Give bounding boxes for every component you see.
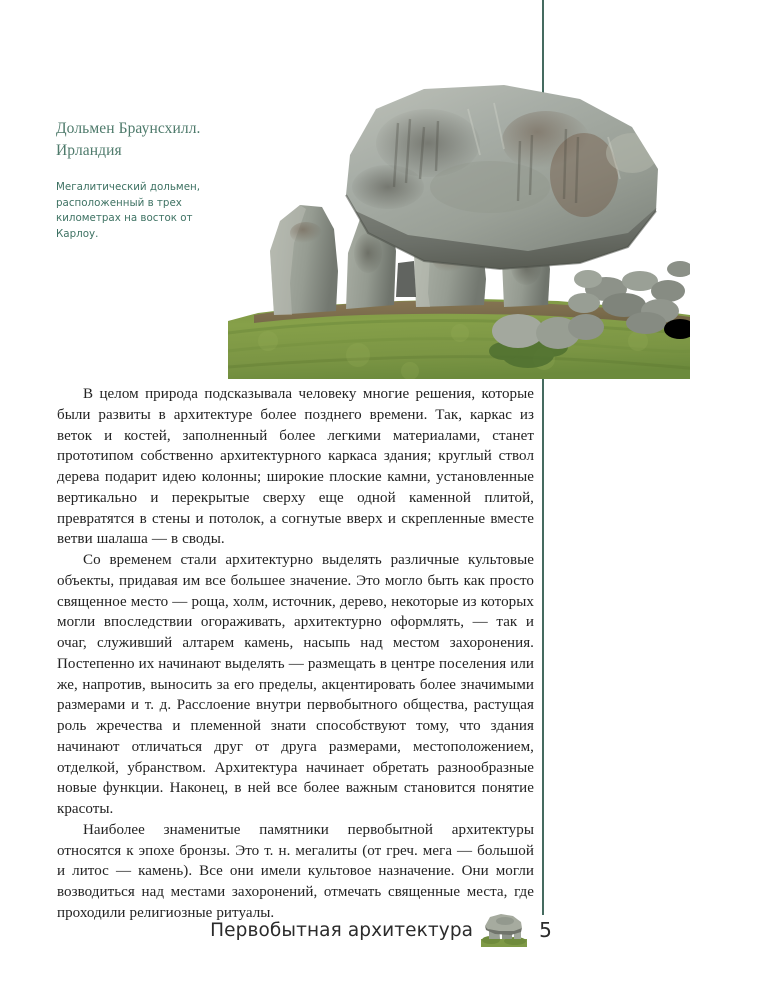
page-number: 5 [539,918,552,942]
article-paragraph: В целом природа подсказывала человеку многие решения, которые были развиты в архитектуре более позднего времени. Так, каркас из веток и костей, заполненный более легкими материалами, станет прототипом собственно архитектурного каркаса здания; круглый ствол дерева подарит идею колонны; широкие плоские камни, установленные вертикально и перекрытые сверху еще одной каменной плитой, превратятся в стены и потолок, а согнутые вверх и скрепленные вместе ветви шалаша — в своды. [57,386,534,548]
footer-section-title: Первобытная архитектура [210,919,474,941]
article-paragraph: Со временем стали архитектурно выделять различные культовые объекты, придавая им все большее значение. Это могло быть как просто священное место — роща, холм, источник, дерево, некоторые из которых могли впоследствии огораживать, архитектурно оформлять, — так и очаг, служивший алтарем камень, насыпь над местом захоронения. Постепенно их начинают выделять — размещать в центре поселения или же, напротив, выносить за его пределы, акцентировать более значимыми размерами и т. д. Расслоение внутри первобытного общества, растущая роль жречества и племенной знати способствуют тому, что здания начинают отличаться друг от друга размерами, местоположением, отделкой, убранством. Архитектура начинает обретать разнообразные новые функции. Наконец, в ней все более важным становится понятие красоты. [57,552,534,817]
article-paragraph: Наиболее знаменитые памятники первобытной архитектуры относятся к эпохе бронзы. Это т. н. мегалиты (от греч. мега — большой и литос — камень). Все они имели культовое назначение. Они могли возводиться над местами захоронений, отмечать священные места, где проходили религиозные ритуалы. [57,821,534,921]
figure-caption-body: Мегалитический дольмен, расположенный в трех километрах на восток от Карлоу. [56,181,201,240]
figure-caption-title: Дольмен Браунсхилл. Ирландия [56,120,201,159]
article-body [57,384,534,924]
dolmen-mark-icon [481,913,527,947]
dolmen-mark-svg [481,913,527,947]
chamber-gap [396,261,416,297]
figure-caption-block [56,118,228,243]
page-footer [0,907,762,953]
dolmen-photo [228,83,690,379]
dolmen-photo-svg [228,83,690,379]
